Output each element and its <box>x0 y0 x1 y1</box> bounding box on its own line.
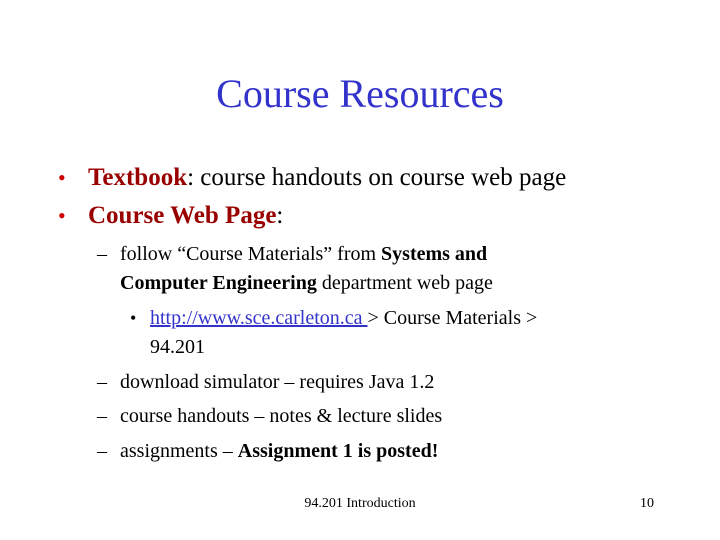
bullet-marker: • <box>58 165 66 190</box>
footer-course-title: 94.201 Introduction <box>304 496 416 511</box>
dash-marker: – <box>97 405 107 427</box>
follow-text: follow “Course Materials” from <box>120 243 382 265</box>
dash-marker: – <box>97 243 107 265</box>
department-web-page-text: department web page <box>316 272 493 294</box>
course-web-page-label: Course Web Page <box>88 202 277 229</box>
bullet-marker: • <box>58 203 66 228</box>
page-number: 10 <box>640 496 654 511</box>
assignment-posted-text: Assignment 1 is posted! <box>237 440 439 462</box>
dash-marker: – <box>97 371 107 393</box>
course-number-text: 94.201 <box>150 336 205 358</box>
sce-carleton-link[interactable]: http://www.sce.carleton.ca <box>150 307 368 329</box>
computer-engineering-text: Computer Engineering <box>120 272 317 294</box>
download-text: download simulator – requires Java 1.2 <box>120 371 435 393</box>
textbook-text: : course handouts on course web page <box>187 164 567 191</box>
systems-and-text: Systems and <box>381 243 488 265</box>
textbook-label: Textbook <box>88 164 188 191</box>
slide-title: Course Resources <box>216 71 504 116</box>
handouts-text: course handouts – notes & lecture slides <box>120 405 443 427</box>
dash-marker: – <box>97 440 107 462</box>
small-bullet-marker: • <box>130 308 137 328</box>
course-web-page-text: : <box>276 202 284 229</box>
assignments-text: assignments – <box>120 440 238 462</box>
course-materials-path: > Course Materials > <box>367 307 538 329</box>
